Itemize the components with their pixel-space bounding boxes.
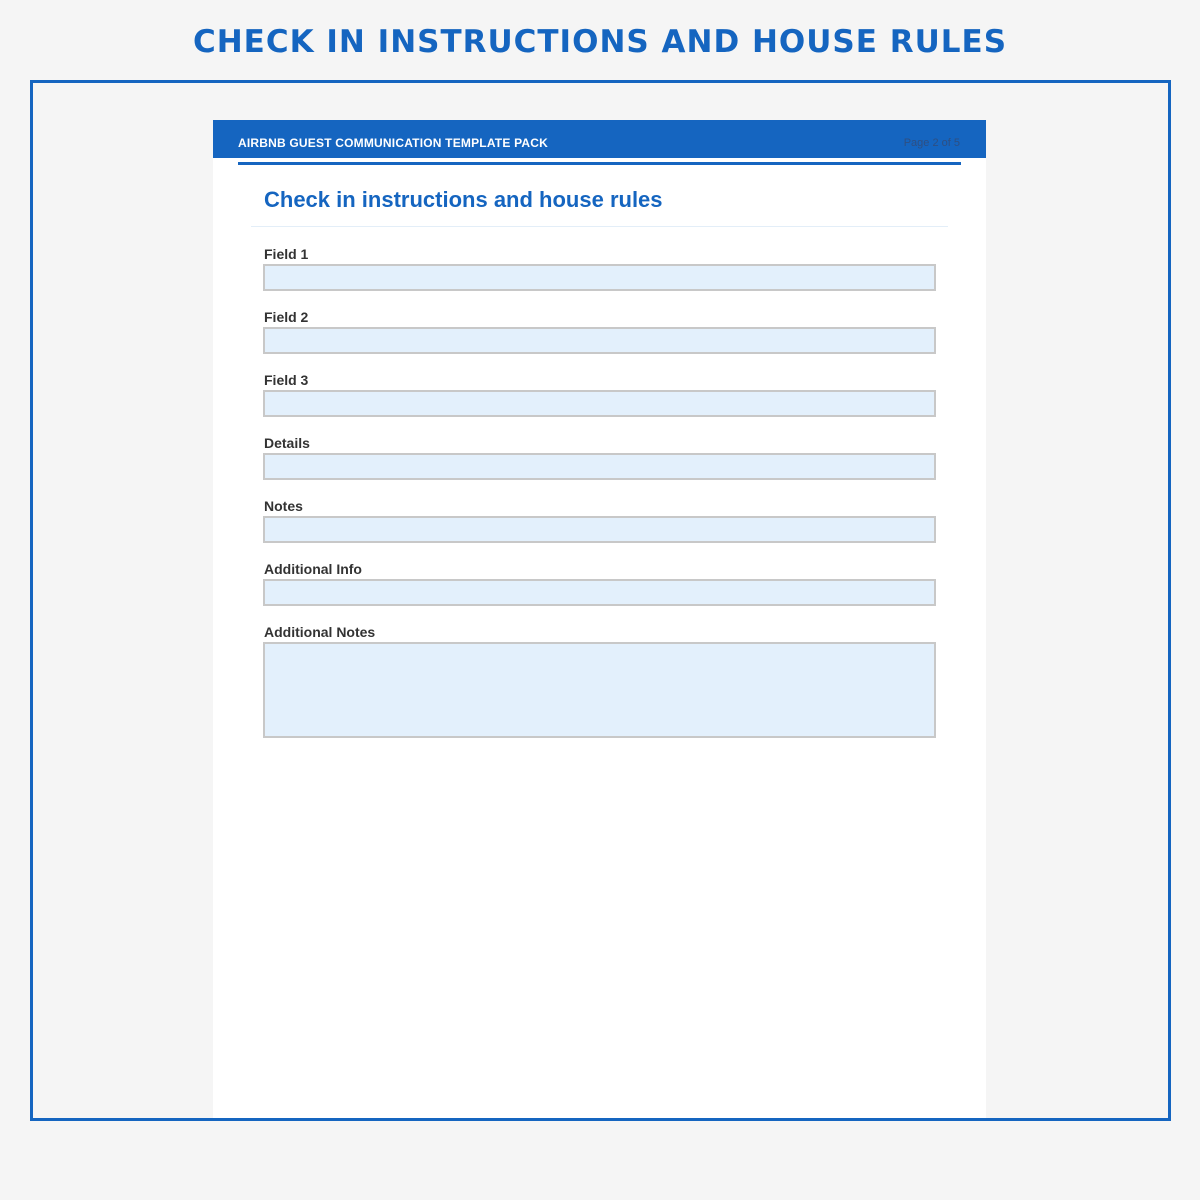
page-title: CHECK IN INSTRUCTIONS AND HOUSE RULES — [192, 24, 1008, 60]
additional-info-input[interactable] — [263, 579, 936, 606]
document-page — [213, 120, 986, 1121]
heading-divider — [251, 226, 948, 227]
header-divider — [238, 162, 961, 165]
field-1-input[interactable] — [263, 264, 936, 291]
document-header-title: AIRBNB GUEST COMMUNICATION TEMPLATE PACK — [238, 136, 548, 150]
field-2-input[interactable] — [263, 327, 936, 354]
document-header — [213, 120, 986, 158]
page-indicator: Page 2 of 5 — [903, 137, 960, 149]
additional-notes-label: Additional Notes — [264, 624, 376, 640]
notes-input[interactable] — [263, 516, 936, 543]
document-heading: Check in instructions and house rules — [264, 187, 663, 212]
notes-label: Notes — [264, 498, 303, 514]
field-3-input[interactable] — [263, 390, 936, 417]
document-frame — [30, 80, 1171, 1121]
additional-notes-textarea[interactable] — [263, 642, 936, 738]
details-input[interactable] — [263, 453, 936, 480]
additional-info-label: Additional Info — [264, 561, 362, 577]
details-label: Details — [264, 435, 310, 451]
field-3-label: Field 3 — [264, 372, 309, 388]
field-2-label: Field 2 — [264, 309, 309, 325]
field-1-label: Field 1 — [264, 246, 309, 262]
